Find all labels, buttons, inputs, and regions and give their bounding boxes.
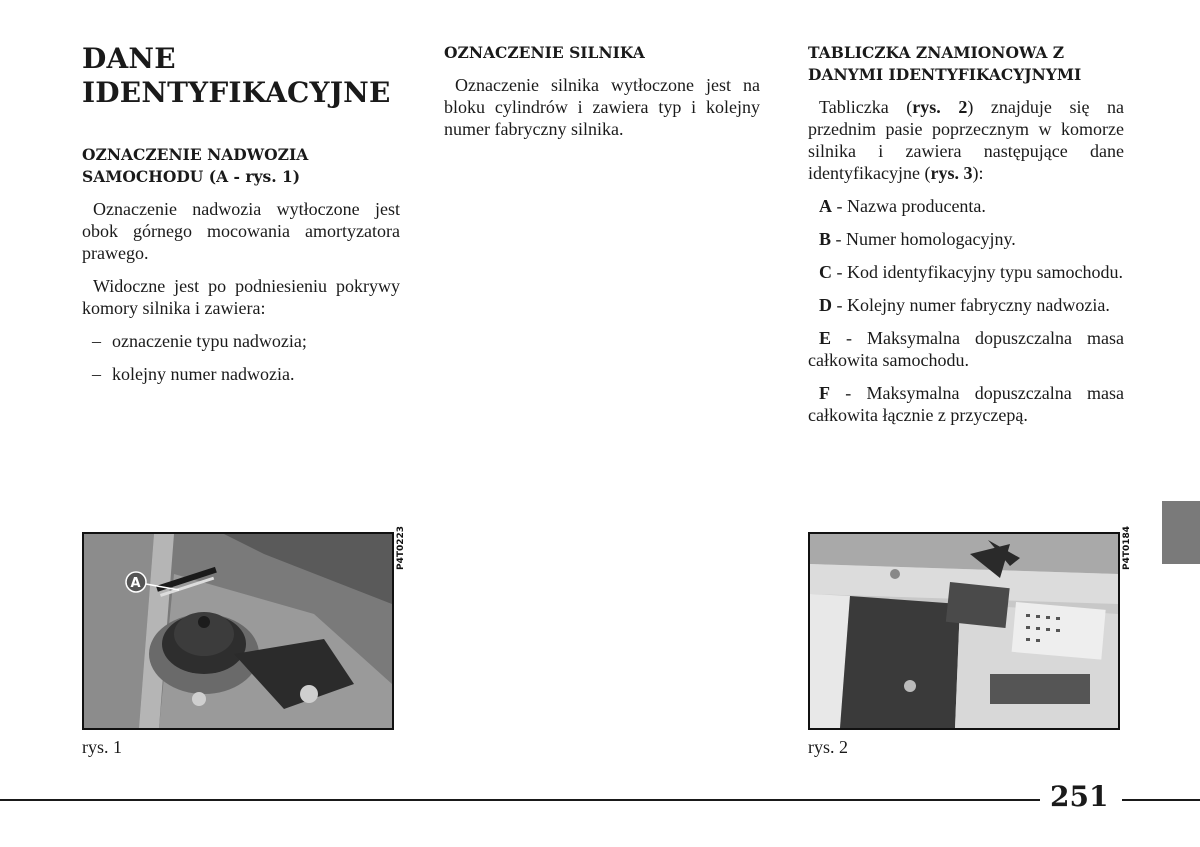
item-letter: E xyxy=(819,328,832,348)
figure-caption: rys. 1 xyxy=(82,737,122,757)
paragraph-body-location: Oznaczenie nadwozia wytłoczone jest obok górnego mocowania amortyzatora prawego. xyxy=(82,199,400,263)
section-heading-body xyxy=(82,144,400,188)
dash-marker: – xyxy=(92,364,101,384)
list-item xyxy=(808,327,1124,371)
item-text: - Kolejny numer fabryczny nadwozia. xyxy=(832,295,1110,315)
list-item xyxy=(808,195,1124,217)
list-item-text: oznaczenie typu nadwozia; xyxy=(112,331,307,351)
list-item xyxy=(82,363,400,385)
intro-ref: rys. 3 xyxy=(930,163,973,183)
figure-body-marking-photo xyxy=(82,532,394,730)
page-title: DANE IDENTYFIKACYJNE xyxy=(82,42,391,109)
dash-marker: – xyxy=(92,331,101,351)
footer-rule xyxy=(1122,799,1200,801)
figure-code: P4T0223 xyxy=(396,525,406,570)
intro-text: Tabliczka ( xyxy=(819,97,913,117)
item-letter: A xyxy=(819,196,832,216)
item-letter: D xyxy=(819,295,832,315)
intro-text: ) znajduje się na przednim pasie poprzecznym w komorze silnika i zawiera następujące dane identyfikacyjne ( xyxy=(808,97,1124,183)
intro-text: ): xyxy=(972,163,984,183)
list-item-text: kolejny numer nadwozia. xyxy=(112,364,295,384)
figure-nameplate-photo xyxy=(808,532,1120,730)
figure-caption: rys. 2 xyxy=(808,737,848,757)
section-heading-engine: OZNACZENIE SILNIKA xyxy=(444,43,645,62)
nameplate-illustration xyxy=(810,534,1118,728)
figure-code: P4T0184 xyxy=(1122,525,1132,570)
list-item xyxy=(82,330,400,352)
list-item xyxy=(808,382,1124,426)
heading-bold: A - rys. 1 xyxy=(216,167,293,186)
item-text: - Maksymalna dopuszczalna masa całkowita samochodu. xyxy=(808,328,1124,370)
column-body-identification xyxy=(82,42,400,396)
section-heading-nameplate: TABLICZKA ZNAMIONOWA Z DANYMI IDENTYFIKACYJNYMI xyxy=(808,43,1082,84)
footer-rule xyxy=(0,799,1040,801)
heading-end: ) xyxy=(292,167,301,186)
strut-mount-illustration xyxy=(84,534,392,728)
item-text: - Kod identyfikacyjny typu samochodu. xyxy=(832,262,1123,282)
intro-ref: rys. 2 xyxy=(912,97,968,117)
item-letter: F xyxy=(819,383,830,403)
paragraph-body-visible: Widoczne jest po podniesieniu pokrywy komory silnika i zawiera: xyxy=(82,276,400,318)
heading-text: OZNACZENIE NADWOZIA SAMOCHODU ( xyxy=(82,145,309,186)
item-text: - Numer homologacyjny. xyxy=(831,229,1016,249)
column-nameplate xyxy=(808,42,1124,437)
list-item xyxy=(808,228,1124,250)
item-letter: B xyxy=(819,229,832,249)
figure-label-a: A xyxy=(130,576,141,591)
section-thumb-tab xyxy=(1162,501,1200,564)
item-text: - Maksymalna dopuszczalna masa całkowita łącznie z przyczepą. xyxy=(808,383,1124,425)
paragraph-nameplate-intro xyxy=(808,96,1124,184)
paragraph-engine: Oznaczenie silnika wytłoczone jest na bloku cylindrów i zawiera typ i kolejny numer fabryczny silnika. xyxy=(444,75,760,139)
column-engine xyxy=(444,42,760,151)
page-number: 251 xyxy=(1050,780,1109,813)
item-text: - Nazwa producenta. xyxy=(832,196,986,216)
list-item xyxy=(808,261,1124,283)
item-letter: C xyxy=(819,262,832,282)
list-item xyxy=(808,294,1124,316)
